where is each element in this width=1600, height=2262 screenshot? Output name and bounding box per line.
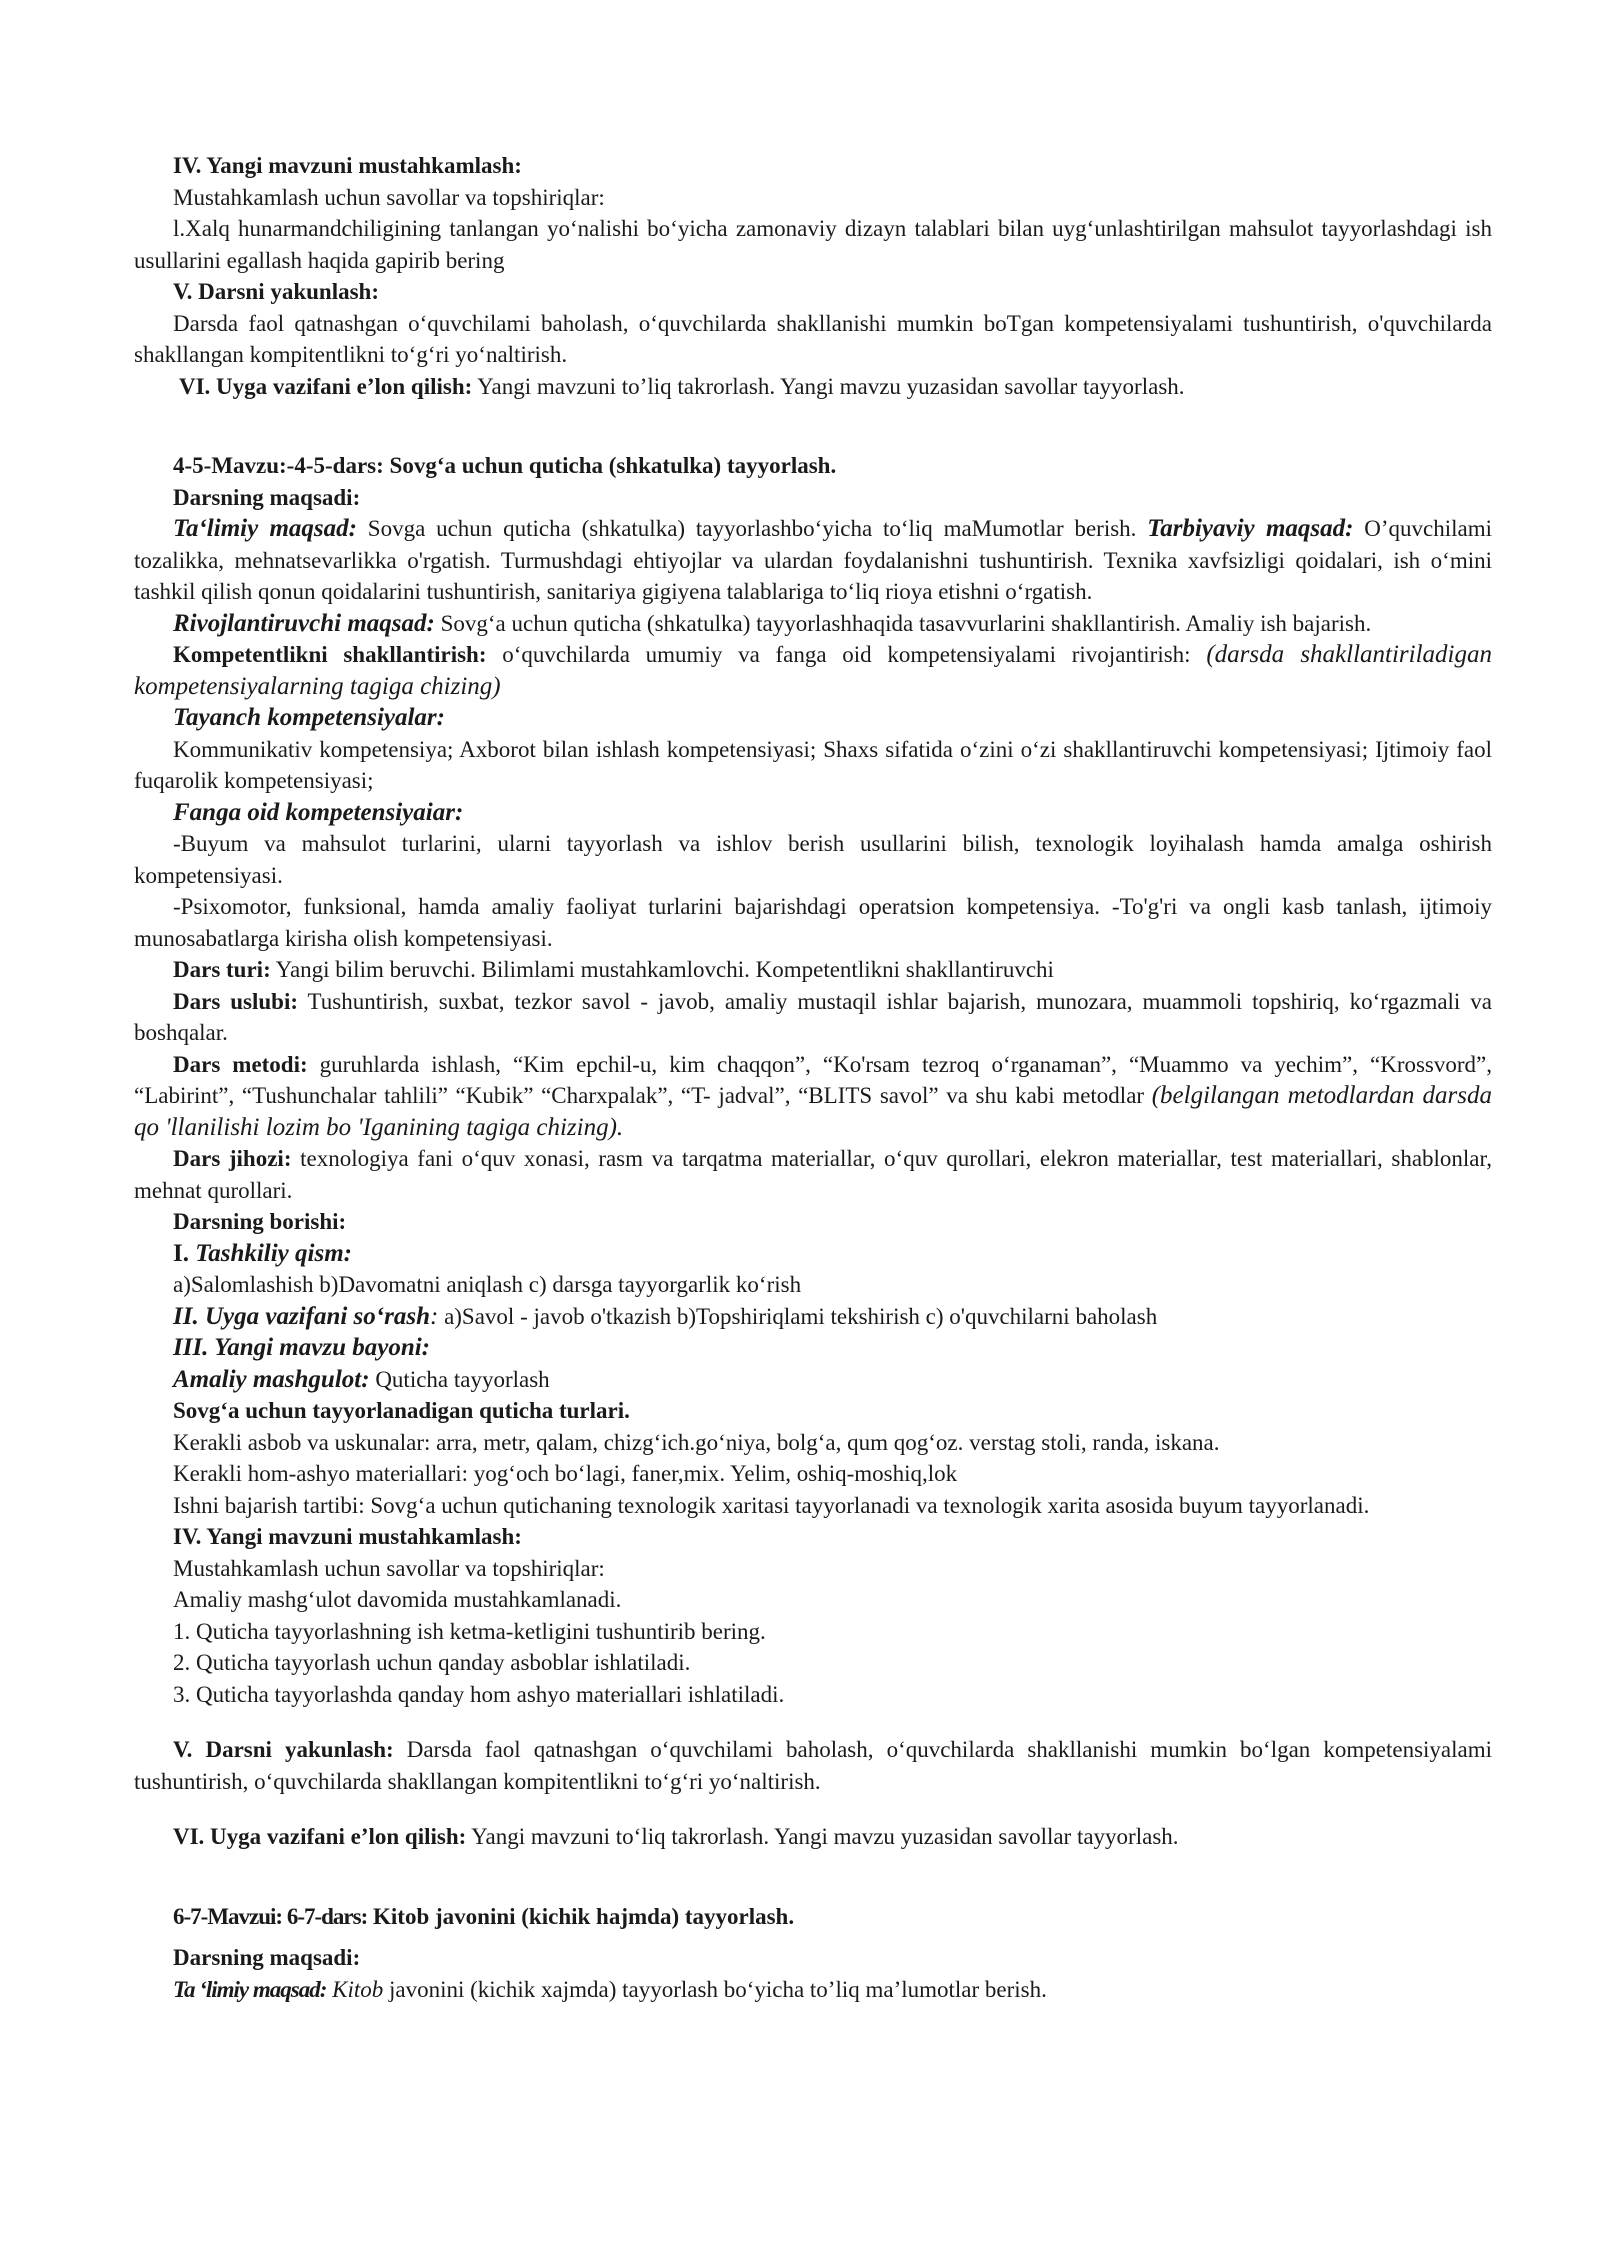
heading-mustahkamlash: IV. Yangi mavzuni mustahkamlash: <box>173 153 522 178</box>
heading-fanga: Fanga oid kompetensiyaiar: <box>173 798 464 826</box>
heading-borishi: Darsning borishi: <box>173 1209 347 1234</box>
list-item: 1. Quticha tayyorlashning ish ketma-ketligini tushuntirib bering. <box>173 1618 766 1644</box>
paragraph-uyga-vazifa: VI. Uyga vazifani e’lon qilish: Yangi mavzuni to’liq takrorlash. Yangi mavzu yuzasidan savollar tayyorlash. <box>179 373 1185 399</box>
text-line: Kerakli hom-ashyo materiallari: yog‘och bo‘lagi, faner,mix. Yelim, oshiq-moshiq,lok <box>173 1461 958 1486</box>
paragraph-jihozi: Dars jihozi: texnologiya fani o‘quv xonasi, rasm va tarqatma materiallar, o‘quv qurollari, elekron materiallar, test materiallari, shablonlar, mehnat qurollari. <box>134 1146 1492 1203</box>
heading-uyga-vazifa: VI. Uyga vazifani e’lon qilish: <box>179 373 473 399</box>
paragraph: Ishni bajarish tartibi: Sovg‘a uchun qutichaning texnologik xaritasi tayyorlanadi va texnologik xarita asosida buyum tayyorlanadi. <box>173 1492 1370 1518</box>
paragraph: l.Xalq hunarmandchiligining tanlangan yo‘nalishi bo‘yicha zamonaviy dizayn talablari bilan uyg‘unlashtirilgan mahsulot tayyorlashdagi ish usullarini egallash haqida gapirib bering <box>134 216 1492 273</box>
paragraph-turi: Dars turi: Yangi bilim beruvchi. Bilimlami mustahkamlovchi. Kompetentlikni shakllantiruvchi <box>173 957 1054 982</box>
paragraph-amaliy: Amaliy mashgulot: Quticha tayyorlash <box>173 1365 550 1393</box>
paragraph-metodi: Dars metodi: guruhlarda ishlash, “Kim epchil-u, kim chaqqon”, “Ko'rsam tezroq o‘rganaman”, “Muammo va yechim”, “Krossvord”, “Labirint”, “Tushunchalar tahlili” “Kubik” “Charxpalak”, “T- jadval”, “BLITS savol” va shu kabi metodlar (belgilangan metodlardan darsda qo 'llanilishi lozim bo 'Iganining tagiga chizing). <box>134 1051 1493 1141</box>
paragraph-talimiy: Ta‘limiy maqsad: Sovga uchun quticha (shkatulka) tayyorlashbo‘yicha to‘liq maMumotlar berish. Tarbiyaviy maqsad: O’quvchilami tozalikka, mehnatsevarlikka o'rgatish. Turmushdagi ehtiyojlar va ulardan foydalanishni tushuntirish. Texnika xavfsizligi qoidalari, ish o‘mini tashkil qilish qonun qoidalarini tushuntirish, sanitariya gigiyena talablariga to‘liq rioya etishni o‘rgatish. <box>134 515 1493 604</box>
paragraph-uyga-vazifa: VI. Uyga vazifani e’lon qilish: Yangi mavzuni to‘liq takrorlash. Yangi mavzu yuzasidan savollar tayyorlash. <box>173 1824 1179 1849</box>
lesson-title: 4-5-Mavzu:-4-5-dars: Sovg‘a uchun quticha (shkatulka) tayyorlash. <box>173 453 837 478</box>
paragraph: Darsda faol qatnashgan o‘quvchilami baholash, o‘quvchilarda shakllanishi mumkin boTgan kompetensiyalami tushuntirish, o'quvchilarda shakllangan kompitentlikni to‘g‘ri yo‘naltirish. <box>134 310 1492 367</box>
paragraph: -Psixomotor, funksional, hamda amaliy faoliyat turlarini bajarishdagi operatsion kompetensiya. -To'g'ri va ongli kasb tanlash, ijtimoiy munosabatlarga kirisha olish kompetensiyasi. <box>134 894 1492 951</box>
lesson-title: 6-7-Mavzui: 6-7-dars: Kitob javonini (kichik hajmda) tayyorlash. <box>173 1903 795 1929</box>
label-rivoj: Rivojlantiruvchi maqsad: <box>173 609 435 637</box>
document-page <box>134 150 1492 2005</box>
heading-yakunlash: V. Darsni yakunlash: <box>173 279 380 304</box>
paragraph-uslubi: Dars uslubi: Tushuntirish, suxbat, tezkor savol - javob, amaliy mustaqil ishlar bajarish, munozara, muammoli topshiriq, ko‘rgazmali va boshqalar. <box>134 988 1492 1045</box>
heading-tashkiliy: I. Tashkiliy qism: <box>173 1239 352 1267</box>
list-item: 2. Quticha tayyorlash uchun qanday asboblar ishlatiladi. <box>173 1650 691 1675</box>
heading-tayanch: Tayanch kompetensiyalar: <box>173 704 445 731</box>
heading-maqsad: Darsning maqsadi: <box>173 484 361 510</box>
text-line: Kerakli asbob va uskunalar: arra, metr, qalam, chizg‘ich.go‘niya, bolg‘a, qum qog‘oz. verstag stoli, randa, iskana. <box>173 1429 1220 1455</box>
label-tarbiyaviy: Tarbiyaviy maqsad: <box>1147 515 1354 542</box>
paragraph: -Buyum va mahsulot turlarini, ularni tayyorlash va ishlov berish usullarini bilish, texnologik loyihalash hamda amalga oshirish kompetensiyasi. <box>134 831 1492 888</box>
heading-mustahkamlash: IV. Yangi mavzuni mustahkamlash: <box>173 1524 522 1549</box>
paragraph-yakunlash: V. Darsni yakunlash: Darsda faol qatnashgan o‘quvchilami baholash, o‘quvchilarda shakllanishi mumkin bo‘lgan kompetensiyalami tushuntirish, o‘quvchilarda shakllangan kompitentlikni to‘g‘ri yo‘naltirish. <box>134 1737 1492 1794</box>
heading-bayon: III. Yangi mavzu bayoni: <box>173 1334 431 1361</box>
text-line: a)Salomlashish b)Davomatni aniqlash c) darsga tayyorgarlik ko‘rish <box>173 1272 802 1297</box>
paragraph: Kommunikativ kompetensiya; Axborot bilan ishlash kompetensiyasi; Shaxs sifatida o‘zini o‘zi shakllantiruvchi kompetensiyasi; Ijtimoiy faol fuqarolik kompetensiyasi; <box>134 736 1492 793</box>
heading-turlari: Sovg‘a uchun tayyorlanadigan quticha turlari. <box>173 1398 630 1423</box>
heading-maqsad: Darsning maqsadi: <box>173 1945 361 1970</box>
paragraph-uyga-sorash: II. Uyga vazifani so‘rash: a)Savol - javob o'tkazish b)Topshiriqlami tekshirish c) o'quvchilarni baholash <box>173 1302 1158 1330</box>
label-komp: Kompetentlikni shakllantirish: <box>173 642 487 667</box>
list-item: 3. Quticha tayyorlashda qanday hom ashyo materiallari ishlatiladi. <box>173 1681 785 1707</box>
text-line: Mustahkamlash uchun savollar va topshiriqlar: <box>173 184 605 210</box>
paragraph-talimiy: Ta ‘limiy maqsad: Kitob javonini (kichik xajmda) tayyorlash bo‘yicha to’liq ma’lumotlar berish. <box>173 1976 1047 2002</box>
paragraph-komp: Kompetentlikni shakllantirish: o‘quvchilarda umumiy va fanga oid kompetensiyalami rivojantirish: (darsda shakllantiriladigan kompetensiyalarning tagiga chizing) <box>134 641 1492 700</box>
text-line: Amaliy mashg‘ulot davomida mustahkamlanadi. <box>173 1587 622 1612</box>
paragraph-rivoj: Rivojlantiruvchi maqsad: Sovg‘a uchun quticha (shkatulka) tayyorlashhaqida tasavvurlarini shakllantirish. Amaliy ish bajarish. <box>173 609 1372 637</box>
label-talimiy: Ta‘limiy maqsad: <box>173 515 357 542</box>
text-line: Mustahkamlash uchun savollar va topshiriqlar: <box>173 1555 605 1581</box>
